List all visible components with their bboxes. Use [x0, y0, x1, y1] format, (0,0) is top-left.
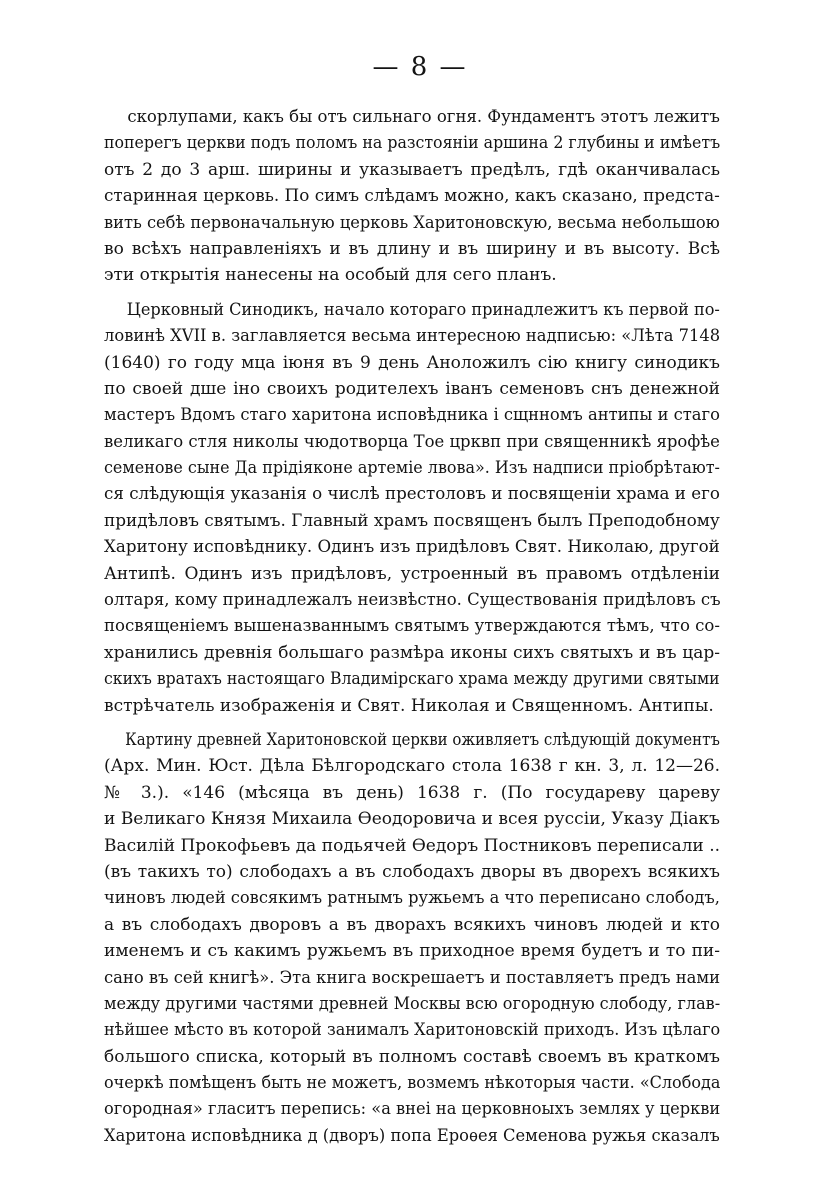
paragraph [104, 297, 720, 719]
text-line: придѣловъ святымъ. Главный храмъ посвященъ былъ Преподобному [104, 510, 720, 531]
text-line: ся слѣдующія указанія о числѣ престоловъ и посвященіи храма и его [104, 484, 720, 505]
text-line: огородная» гласитъ перепись: «а внеі на церковноыхъ землях у церкви [104, 1099, 721, 1120]
text-line: ловинѣ XVII в. заглавляется весьма интересною надписью: «Лѣта 7148 [104, 326, 721, 347]
text-line: (Арх. Мин. Юст. Дѣла Бѣлгородскаго стола 1638 г кн. 3, л. 12—26. [104, 756, 720, 777]
text-line: Харитону исповѣднику. Одинъ изъ придѣловъ Свят. Николаю, другой [104, 537, 720, 558]
paragraph [104, 727, 720, 1149]
text-line: большого списка, который въ полномъ составѣ своемъ въ краткомъ [104, 1046, 720, 1067]
text-line: олтаря, кому принадлежалъ неизвѣстно. Существованія придѣловъ съ [104, 590, 721, 611]
text-line: старинная церковь. По симъ слѣдамъ можно, какъ сказано, предста- [104, 186, 720, 207]
text-line: именемъ и съ какимъ ружьемъ въ приходное время будетъ и то пи- [104, 941, 720, 962]
text-line: во всѣхъ направленіяхъ и въ длину и въ ширину и въ высоту. Всѣ [104, 238, 720, 259]
text-line: (въ такихъ то) слободахъ а въ слободахъ дворы въ дворехъ всякихъ [104, 861, 720, 882]
paragraph-gap [104, 289, 720, 297]
text-line: Церковный Синодикъ, начало котораго принадлежитъ къ первой по- [126, 299, 720, 320]
text-line: отъ 2 до 3 арш. ширины и указываетъ предѣлъ, гдѣ оканчивалась [104, 159, 720, 180]
text-line: Харитона исповѣдника д (дворъ) попа Ероѳея Семенова ружья сказалъ [104, 1125, 720, 1146]
text-line: встрѣчатель изображенія и Свят. Николая и Священномъ. Антипы. [104, 695, 714, 716]
text-line: сано въ сей книгѣ». Эта книга воскрешаетъ и поставляетъ предъ нами [104, 967, 721, 988]
text-line: Картину древней Харитоновской церкви оживляетъ слѣдующій документъ [125, 729, 720, 750]
text-line: № 3.). «146 (мѣсяца въ день) 1638 г. (По государеву цареву [104, 782, 720, 803]
text-line: великаго стля николы чюдотворца Тое црквп при священникѣ ярофѣе [104, 431, 720, 452]
text-line: семенове сыне Да прідіяконе артеміе лвова». Изъ надписи пріобрѣтают- [104, 458, 720, 479]
paragraph [104, 104, 720, 289]
text-line: нѣйшее мѣсто въ которой занималъ Харитоновскій приходъ. Изъ цѣлаго [104, 1020, 721, 1041]
text-line: эти открытія нанесены на особый для сего планъ. [104, 265, 557, 286]
body-text [104, 104, 720, 1149]
text-line: хранились древнія большаго размѣра иконы сихъ святыхъ и въ цар- [104, 642, 720, 663]
text-line: скихъ вратахъ настоящаго Владимірскаго храма между другими святыми [104, 669, 720, 690]
text-line: мастеръ Вдомъ стаго харитона исповѣдника і сщнномъ антипы и стаго [104, 405, 720, 426]
paragraph-gap [104, 719, 720, 727]
text-line: по своей дше іно своихъ родителехъ іванъ семеновъ снъ денежной [104, 378, 720, 399]
text-line: скорлупами, какъ бы отъ сильнаго огня. Фундаментъ этотъ лежитъ [127, 107, 720, 127]
text-line: а въ слободахъ дворовъ а въ дворахъ всякихъ чиновъ людей и кто [104, 914, 720, 935]
text-line: и Великаго Князя Михаила Ѳеодоровича и всея руссіи, Указу Діакъ [104, 809, 720, 830]
text-line: вить себѣ первоначальную церковь Харитоновскую, весьма небольшою [104, 212, 720, 233]
text-line: Антипѣ. Одинъ изъ придѣловъ, устроенный въ правомъ отдѣленіи [104, 563, 720, 584]
text-line: очеркѣ помѣщенъ быть не можетъ, возмемъ нѣкоторыя части. «Слобода [104, 1073, 721, 1094]
text-line: Василій Прокофьевъ да подьячей Ѳедоръ Постниковъ переписали .. [104, 835, 720, 856]
text-line: (1640) го году мца іюня въ 9 день Аноложилъ сію книгу синодикъ [104, 352, 720, 373]
text-line: между другими частями древней Москвы всю огородную слободу, глав- [104, 993, 721, 1014]
text-line: чиновъ людей совсякимъ ратнымъ ружьемъ а что переписано слободъ, [104, 888, 720, 909]
text-line: посвященіемъ вышеназваннымъ святымъ утверждаются тѣмъ, что со- [104, 616, 720, 637]
text-line: поперегъ церкви подъ поломъ на разстояніи аршина 2 глубины и имѣетъ [104, 133, 721, 154]
page-number: — 8 — [372, 52, 468, 82]
